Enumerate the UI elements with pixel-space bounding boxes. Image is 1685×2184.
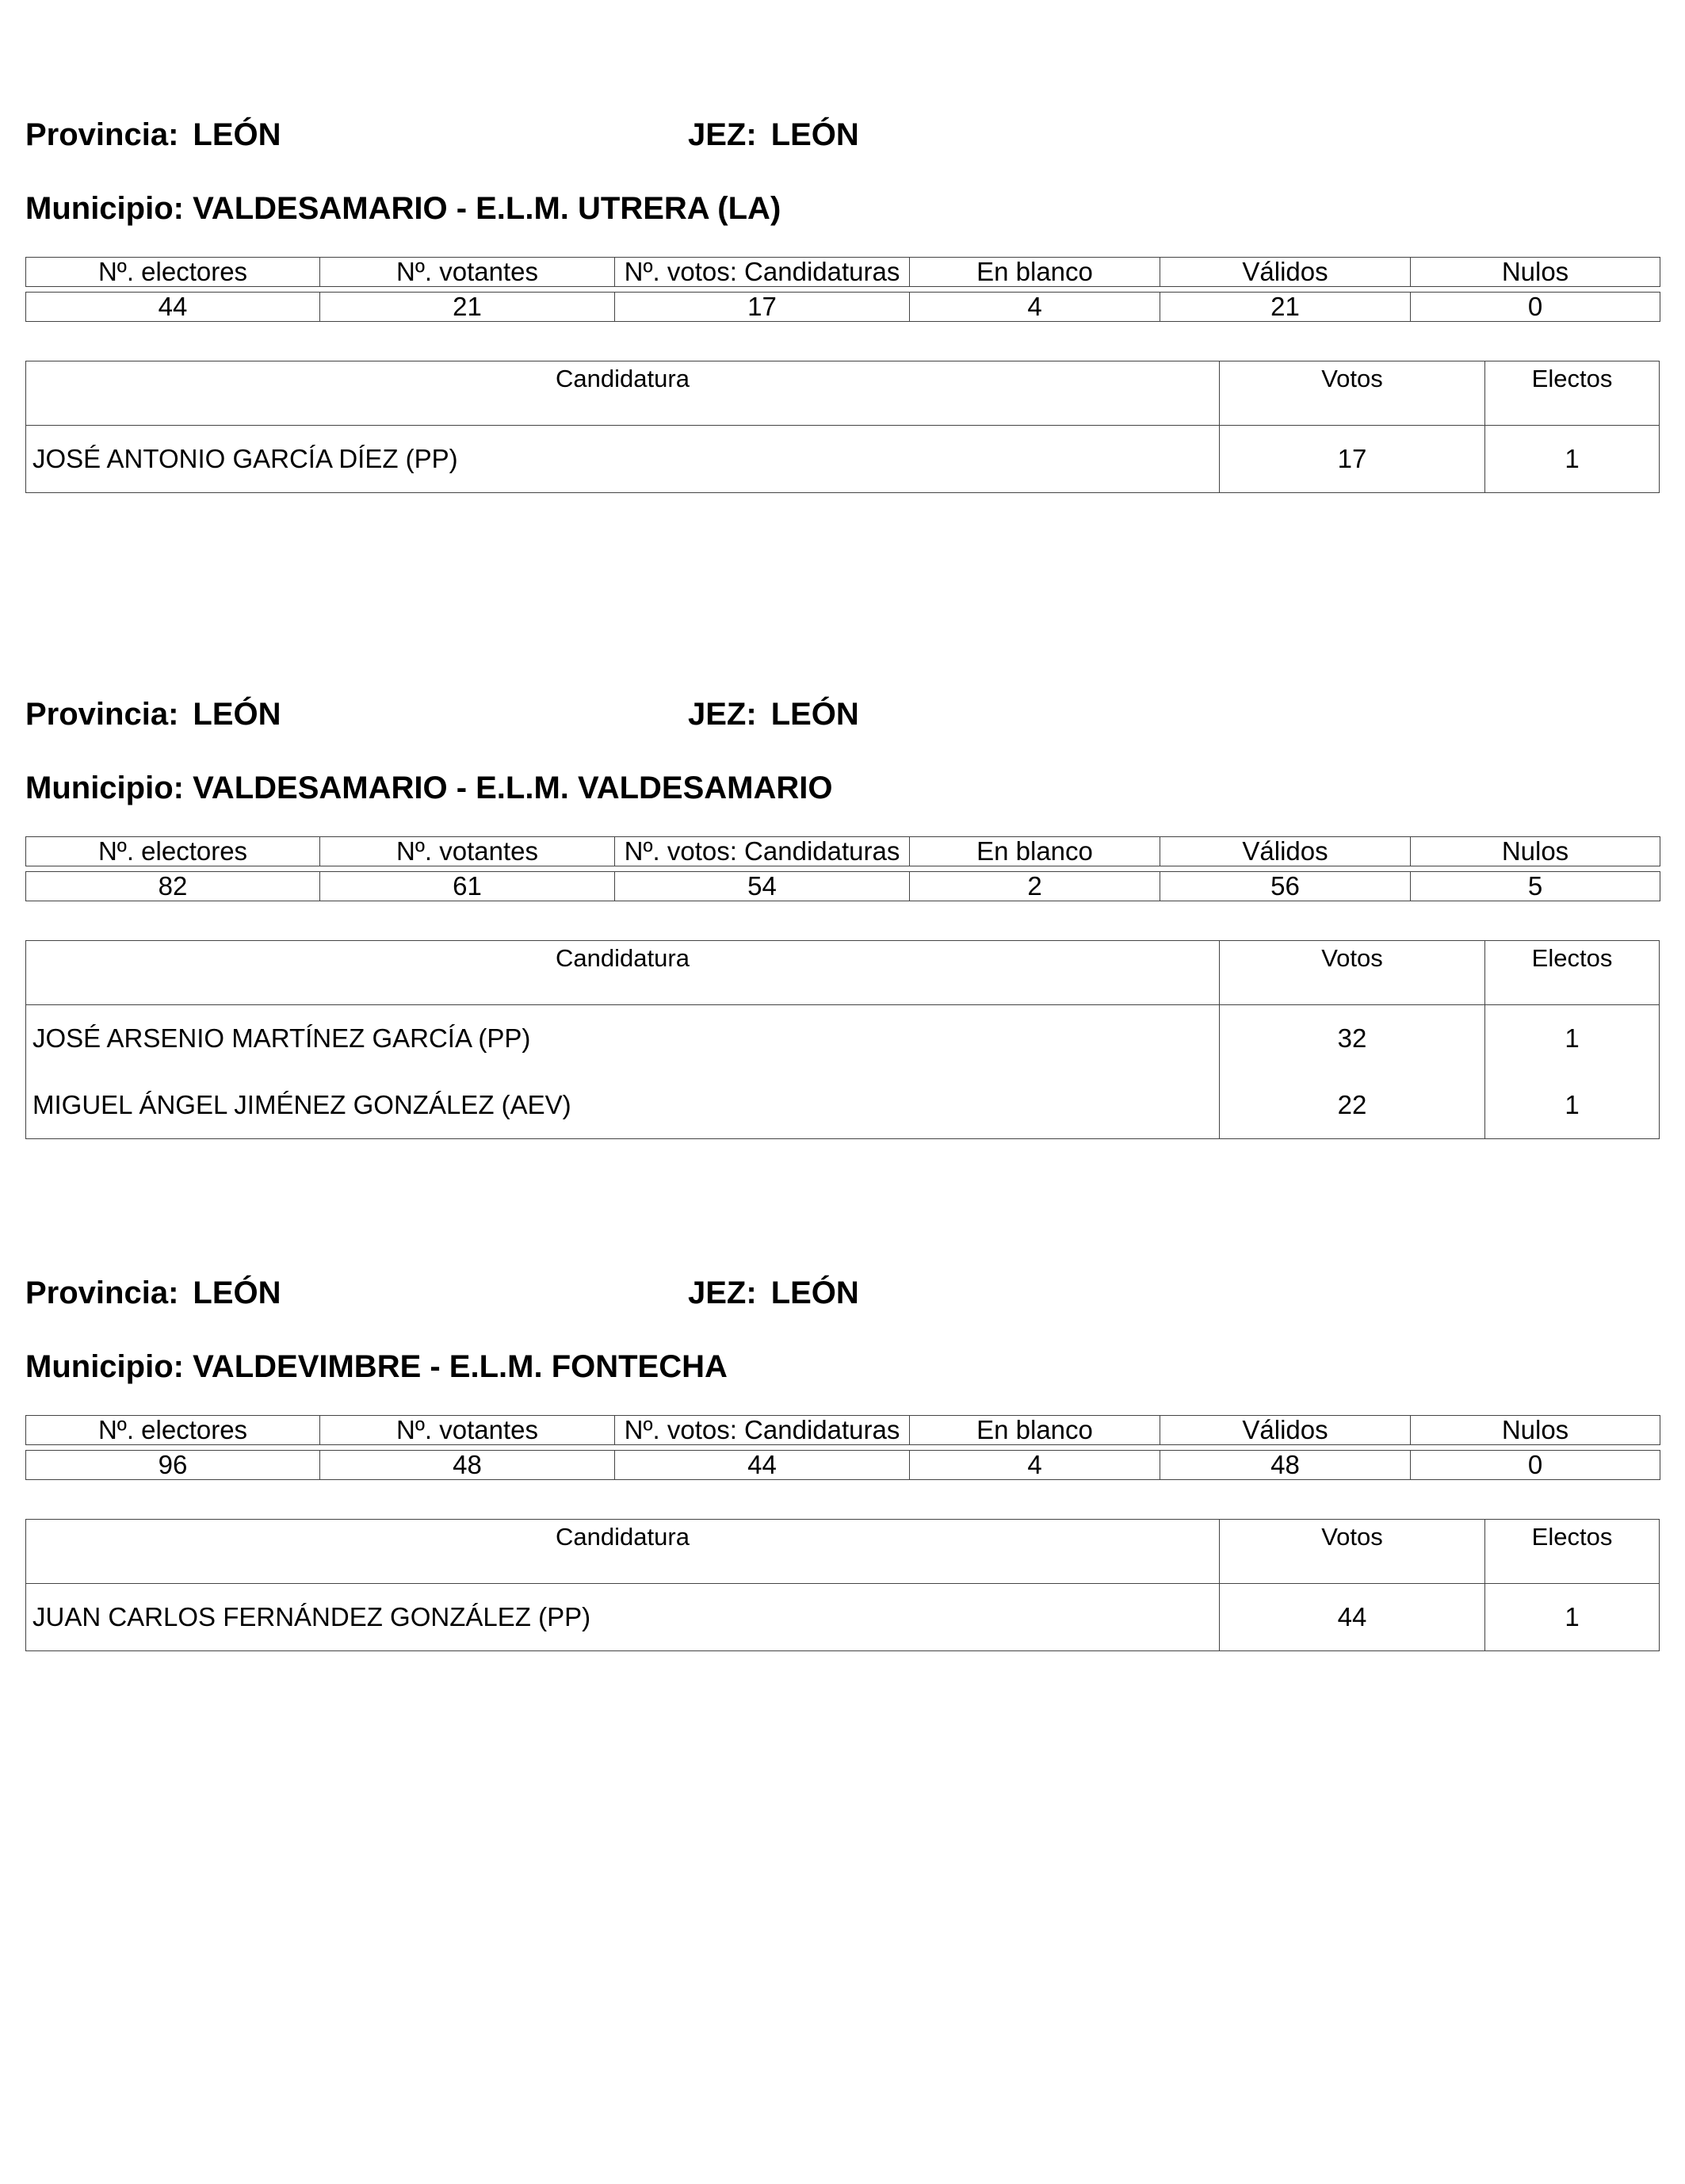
candidate-row	[26, 426, 1659, 492]
municipio-label: Municipio:	[25, 771, 184, 805]
stat-value: 17	[615, 293, 910, 322]
candidates-table	[25, 940, 1660, 1139]
votos-header: Votos	[1220, 941, 1485, 1004]
candidate-votos: 44	[1220, 1584, 1485, 1650]
stat-value: 61	[320, 872, 615, 901]
jez-line	[688, 1274, 859, 1312]
jez-value: LEÓN	[770, 1276, 859, 1310]
votos-header: Votos	[1220, 361, 1485, 425]
provincia-line	[25, 1274, 281, 1312]
votos-header: Votos	[1220, 1520, 1485, 1583]
stat-header: En blanco	[910, 1416, 1160, 1445]
stat-header: Nulos	[1411, 258, 1660, 287]
provincia-label: Provincia:	[25, 117, 179, 152]
candidates-table	[25, 1519, 1660, 1651]
stats-table	[25, 836, 1660, 901]
candidates-table	[25, 361, 1660, 493]
stats-value-row	[26, 872, 1660, 901]
candidate-name: JUAN CARLOS FERNÁNDEZ GONZÁLEZ (PP)	[26, 1584, 1220, 1650]
stat-header: Nº. votantes	[320, 258, 615, 287]
candidates-header-row	[26, 1520, 1659, 1584]
provincia-line	[25, 116, 281, 154]
stat-value: 48	[1160, 1451, 1411, 1480]
municipio-line	[25, 189, 781, 228]
stats-table	[25, 1415, 1660, 1480]
electos-header: Electos	[1531, 1523, 1613, 1551]
candidatura-header: Candidatura	[26, 1520, 1220, 1583]
candidate-votos: 32	[1220, 1005, 1485, 1072]
provincia-value: LEÓN	[193, 697, 281, 732]
jez-label: JEZ:	[688, 697, 757, 732]
stat-header: En blanco	[910, 258, 1160, 287]
stat-value: 96	[26, 1451, 320, 1480]
candidate-electos: 1	[1565, 1090, 1580, 1119]
municipio-line	[25, 769, 833, 807]
municipio-label: Municipio:	[25, 1349, 184, 1384]
candidate-electos: 1	[1565, 1602, 1580, 1631]
jez-value: LEÓN	[770, 697, 859, 732]
candidate-row	[26, 1005, 1659, 1072]
stat-value: 56	[1160, 872, 1411, 901]
provincia-value: LEÓN	[193, 117, 281, 152]
jez-line	[688, 116, 859, 154]
stat-value: 0	[1411, 293, 1660, 322]
candidatura-header: Candidatura	[26, 361, 1220, 425]
stat-value: 48	[320, 1451, 615, 1480]
candidates-header-row	[26, 361, 1659, 426]
stats-table	[25, 257, 1660, 322]
jez-value: LEÓN	[770, 117, 859, 152]
jez-label: JEZ:	[688, 117, 757, 152]
stat-value: 2	[910, 872, 1160, 901]
municipio-line	[25, 1348, 728, 1386]
stat-value: 4	[910, 1451, 1160, 1480]
stat-header: Nº. votos: Candidaturas	[615, 837, 910, 866]
candidate-electos: 1	[1565, 444, 1580, 473]
stat-value: 0	[1411, 1451, 1660, 1480]
stats-value-row	[26, 1451, 1660, 1480]
stat-header: Nº. votos: Candidaturas	[615, 258, 910, 287]
stat-value: 4	[910, 293, 1160, 322]
candidate-name: JOSÉ ANTONIO GARCÍA DÍEZ (PP)	[26, 426, 1220, 492]
stat-header: Nulos	[1411, 837, 1660, 866]
municipio-label: Municipio:	[25, 191, 184, 226]
candidate-name: JOSÉ ARSENIO MARTÍNEZ GARCÍA (PP)	[26, 1005, 1220, 1072]
candidate-name: MIGUEL ÁNGEL JIMÉNEZ GONZÁLEZ (AEV)	[26, 1072, 1220, 1138]
municipio-value: VALDEVIMBRE - E.L.M. FONTECHA	[193, 1349, 728, 1384]
stat-header: Nº. votantes	[320, 837, 615, 866]
stat-header: Nº. votos: Candidaturas	[615, 1416, 910, 1445]
stats-header-row	[26, 258, 1660, 287]
candidate-votos: 22	[1220, 1072, 1485, 1138]
stat-value: 54	[615, 872, 910, 901]
stat-header: Nº. electores	[26, 1416, 320, 1445]
stat-value: 44	[615, 1451, 910, 1480]
stat-header: Nº. electores	[26, 258, 320, 287]
jez-label: JEZ:	[688, 1276, 757, 1310]
municipio-value: VALDESAMARIO - E.L.M. VALDESAMARIO	[193, 771, 833, 805]
stats-value-row	[26, 293, 1660, 322]
stat-header: Válidos	[1160, 1416, 1411, 1445]
provincia-value: LEÓN	[193, 1276, 281, 1310]
stat-header: Válidos	[1160, 837, 1411, 866]
provincia-label: Provincia:	[25, 1276, 179, 1310]
stat-value: 21	[320, 293, 615, 322]
stats-header-row	[26, 837, 1660, 866]
candidate-row	[26, 1584, 1659, 1650]
stat-header: Nº. electores	[26, 837, 320, 866]
stats-header-row	[26, 1416, 1660, 1445]
stat-value: 21	[1160, 293, 1411, 322]
candidate-row	[26, 1072, 1659, 1138]
stat-value: 82	[26, 872, 320, 901]
stat-value: 44	[26, 293, 320, 322]
stat-header: Válidos	[1160, 258, 1411, 287]
candidate-electos: 1	[1565, 1023, 1580, 1053]
stat-header: En blanco	[910, 837, 1160, 866]
stat-header: Nº. votantes	[320, 1416, 615, 1445]
stat-header: Nulos	[1411, 1416, 1660, 1445]
jez-line	[688, 695, 859, 733]
electos-header: Electos	[1531, 944, 1613, 972]
municipio-value: VALDESAMARIO - E.L.M. UTRERA (LA)	[193, 191, 781, 226]
stat-value: 5	[1411, 872, 1660, 901]
candidatura-header: Candidatura	[26, 941, 1220, 1004]
candidate-votos: 17	[1220, 426, 1485, 492]
provincia-line	[25, 695, 281, 733]
candidates-header-row	[26, 941, 1659, 1005]
electos-header: Electos	[1531, 365, 1613, 392]
provincia-label: Provincia:	[25, 697, 179, 732]
